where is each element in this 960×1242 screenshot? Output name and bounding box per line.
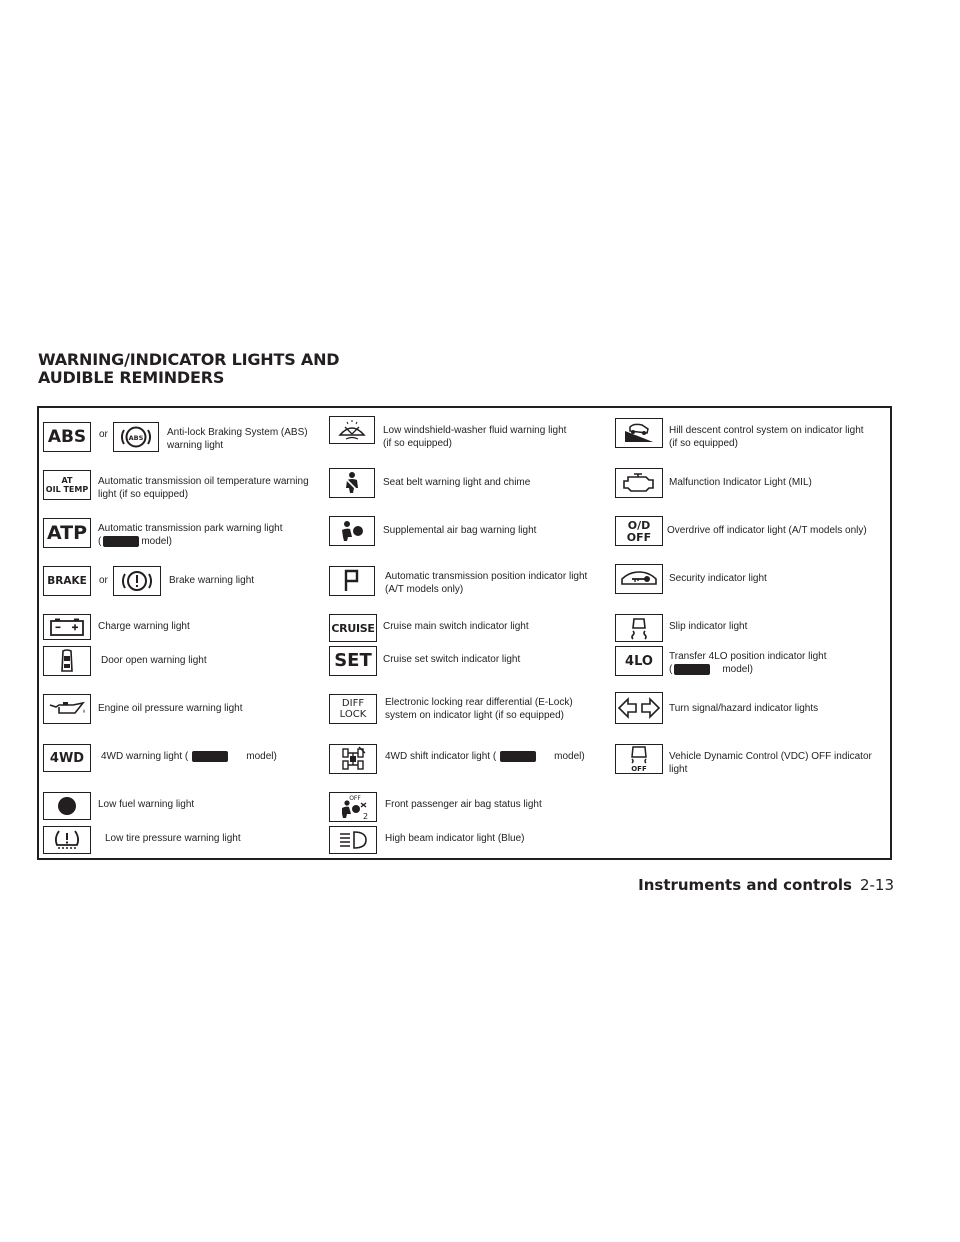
4wd-warning-label: 4WD warning light ( model) [101,751,277,762]
oil-can-icon [43,694,91,724]
cruise-main-label: Cruise main switch indicator light [383,621,529,632]
brake-text-icon: BRAKE [43,566,91,596]
or-text: or [99,575,108,586]
svg-text:2: 2 [363,812,369,821]
page-number: 2-13 [859,876,894,894]
charge-label: Charge warning light [98,621,190,632]
battery-icon [43,614,91,640]
door-open-label: Door open warning light [101,655,207,666]
airbag-icon [329,516,375,546]
svg-text:ABS: ABS [128,434,144,442]
set-text-icon: SET [329,646,377,676]
at-position-label-line-2: (A/T models only) [385,584,464,595]
vdc-off-icon [615,744,663,774]
diff-lock-label-line-1: Electronic locking rear differential (E-Lock) [385,697,573,708]
abs-circle-icon [113,422,159,452]
vdc-off-label-line-2: light [669,764,688,775]
seat-belt-label: Seat belt warning light and chime [383,477,531,488]
at-oil-temp-label-line-2: light (if so equipped) [98,489,189,500]
abs-label-line-1: Anti-lock Braking System (ABS) [167,427,308,438]
oil-pressure-label: Engine oil pressure warning light [98,703,243,714]
svg-text:OFF: OFF [349,795,361,802]
low-fuel-dot-icon [43,792,91,820]
atp-label-line-2: ( model) [98,536,172,547]
od-off-icon: O/D OFF [615,516,663,546]
hill-descent-label-line-1: Hill descent control system on indicator light [669,425,864,436]
at-oil-temp-icon: AT OIL TEMP [43,470,91,500]
diff-lock-icon: DIFF LOCK [329,694,377,724]
turn-signal-arrows-icon [615,692,663,724]
door-open-icon [43,646,91,676]
section-heading-line-1: WARNING/INDICATOR LIGHTS AND [38,350,340,369]
brake-circle-icon [113,566,161,596]
washer-fluid-icon [329,416,375,444]
hill-descent-icon [615,418,663,448]
4lo-text-icon: 4LO [615,646,663,676]
section-heading-line-2: AUDIBLE REMINDERS [38,368,225,387]
4wd-shift-label: 4WD shift indicator light ( model) [385,751,585,762]
diff-lock-label-line-2: system on indicator light (if so equipped) [385,710,564,721]
section-heading [38,351,339,387]
od-off-label: Overdrive off indicator light (A/T models only) [667,525,867,536]
4x4-badge-icon [674,664,710,675]
page-footer [638,876,894,894]
4x4-badge-icon [103,536,139,547]
warning-lights-table [37,406,892,860]
4x4-badge-icon [500,751,536,762]
4wd-text-icon: 4WD [43,744,91,772]
slip-icon [615,614,663,642]
abs-label-line-2: warning light [167,440,224,451]
atp-text-icon: ATP [43,518,91,548]
high-beam-label: High beam indicator light (Blue) [385,833,525,844]
engine-mil-icon [615,468,663,498]
washer-fluid-label-line-1: Low windshield-washer fluid warning light [383,425,567,436]
footer-section-name: Instruments and controls [638,876,852,894]
at-oil-temp-label-line-1: Automatic transmission oil temperature warning [98,476,309,487]
low-fuel-label: Low fuel warning light [98,799,195,810]
or-text: or [99,429,108,440]
at-position-icon [329,566,375,596]
security-label: Security indicator light [669,573,767,584]
atp-label-line-1: Automatic transmission park warning light [98,523,283,534]
passenger-airbag-status-icon [329,792,377,822]
tire-pressure-icon [43,826,91,854]
vdc-off-label-line-1: Vehicle Dynamic Control (VDC) OFF indicator [669,751,872,762]
security-car-key-icon [615,564,663,594]
brake-label: Brake warning light [169,575,255,586]
4lo-label-line-2: ( model) [669,664,753,675]
4wd-shift-icon [329,744,377,774]
passenger-airbag-label: Front passenger air bag status light [385,799,542,810]
airbag-label: Supplemental air bag warning light [383,525,537,536]
mil-label: Malfunction Indicator Light (MIL) [669,477,812,488]
washer-fluid-label-line-2: (if so equipped) [383,438,452,449]
at-position-label-line-1: Automatic transmission position indicator light [385,571,588,582]
high-beam-icon [329,826,377,854]
slip-label: Slip indicator light [669,621,748,632]
4lo-label-line-1: Transfer 4LO position indicator light [669,651,827,662]
seat-belt-icon [329,468,375,498]
hill-descent-label-line-2: (if so equipped) [669,438,738,449]
cruise-text-icon: CRUISE [329,614,377,642]
svg-text:OFF: OFF [631,765,647,773]
low-tire-pressure-label: Low tire pressure warning light [105,833,241,844]
cruise-set-label: Cruise set switch indicator light [383,654,521,665]
turn-signal-label: Turn signal/hazard indicator lights [669,703,819,714]
abs-text-icon: ABS [43,422,91,452]
4x4-badge-icon [192,751,228,762]
